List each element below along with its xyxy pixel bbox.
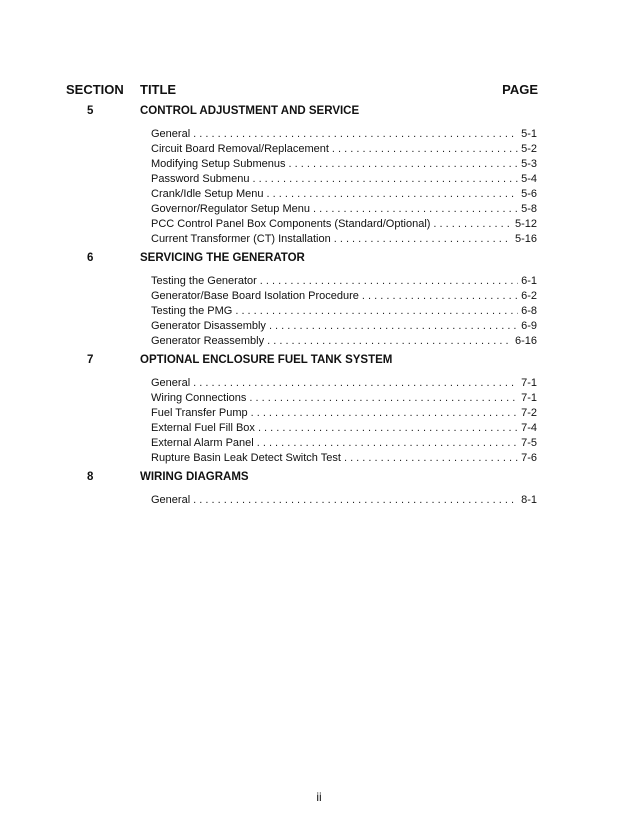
dot-leader [334,233,512,245]
entry-title: External Alarm Panel [151,437,254,449]
entry-page-number: 5-1 [521,128,537,140]
dot-leader [193,377,518,389]
entry-title: Rupture Basin Leak Detect Switch Test [151,452,341,464]
title-column-heading: TITLE [140,82,177,97]
entry-title: Testing the Generator [151,275,257,287]
section-title: SERVICING THE GENERATOR [140,252,305,264]
entry-title: PCC Control Panel Box Components (Standard/Optional) [151,218,431,230]
entry-title: Generator Reassembly [151,335,265,347]
section-title: OPTIONAL ENCLOSURE FUEL TANK SYSTEM [140,354,393,366]
toc-entry[interactable] [151,452,537,467]
entry-page-number: 7-1 [521,392,537,404]
dot-leader [193,128,518,140]
entry-title: Testing the PMG [151,305,233,317]
dot-leader [258,422,518,434]
toc-entry[interactable] [151,203,537,218]
entry-title: General [151,377,191,389]
section-heading [0,354,638,371]
dot-leader [260,275,518,287]
toc-entry[interactable] [151,392,537,407]
toc-section [0,354,638,471]
toc-section [0,471,638,513]
dot-leader [344,452,518,464]
entry-page-number: 8-1 [521,494,537,506]
entry-page-number: 5-12 [514,218,537,230]
section-heading [0,252,638,269]
section-spacer [0,509,638,513]
entry-page-number: 6-1 [521,275,537,287]
dot-leader [362,290,518,302]
entry-title: External Fuel Fill Box [151,422,255,434]
entry-page-number: 5-2 [521,143,537,155]
entry-title: Generator/Base Board Isolation Procedure [151,290,359,302]
dot-leader [252,173,518,185]
toc-entry[interactable] [151,143,537,158]
entry-title: Modifying Setup Submenus [151,158,286,170]
toc-entry[interactable] [151,407,537,422]
entry-page-number: 7-2 [521,407,537,419]
dot-leader [249,392,518,404]
section-column-heading: SECTION [66,82,124,97]
entry-title: General [151,494,191,506]
toc-entry[interactable] [151,128,537,143]
section-number: 6 [87,252,94,264]
page-number-footer: ii [316,790,322,804]
toc-entry[interactable] [151,275,537,290]
section-heading [0,471,638,488]
toc-entry[interactable] [151,290,537,305]
section-number: 7 [87,354,94,366]
dot-leader [267,188,519,200]
dot-leader [433,218,512,230]
entry-page-number: 5-4 [521,173,537,185]
entry-page-number: 6-16 [514,335,537,347]
section-heading [0,105,638,122]
entry-title: Crank/Idle Setup Menu [151,188,264,200]
toc-sections [0,105,638,513]
entry-page-number: 5-6 [521,188,537,200]
toc-entry[interactable] [151,188,537,203]
dot-leader [269,320,518,332]
dot-leader [313,203,518,215]
toc-section [0,252,638,354]
entry-page-number: 5-3 [521,158,537,170]
entry-title: Generator Disassembly [151,320,266,332]
section-number: 5 [87,105,94,117]
toc-entry[interactable] [151,422,537,437]
entry-page-number: 5-8 [521,203,537,215]
entry-title: Circuit Board Removal/Replacement [151,143,329,155]
entry-title: Password Submenu [151,173,250,185]
toc-entry[interactable] [151,218,537,233]
dot-leader [267,335,512,347]
toc-section [0,105,638,252]
toc-entry[interactable] [151,335,537,350]
section-title: WIRING DIAGRAMS [140,471,249,483]
entry-page-number: 7-4 [521,422,537,434]
toc-header [0,82,638,100]
dot-leader [193,494,518,506]
entry-page-number: 6-9 [521,320,537,332]
entry-title: Governor/Regulator Setup Menu [151,203,310,215]
entry-page-number: 6-2 [521,290,537,302]
dot-leader [332,143,518,155]
toc-entry[interactable] [151,305,537,320]
toc-entry[interactable] [151,173,537,188]
toc-entry[interactable] [151,437,537,452]
dot-leader [257,437,518,449]
dot-leader [251,407,519,419]
entry-title: General [151,128,191,140]
dot-leader [235,305,518,317]
entry-title: Wiring Connections [151,392,247,404]
entry-page-number: 7-1 [521,377,537,389]
page-column-heading: PAGE [502,82,538,97]
toc-entry[interactable] [151,233,537,248]
entry-title: Current Transformer (CT) Installation [151,233,331,245]
toc-entry[interactable] [151,377,537,392]
section-number: 8 [87,471,94,483]
toc-entry[interactable] [151,494,537,509]
entry-page-number: 7-6 [521,452,537,464]
entry-page-number: 5-16 [514,233,537,245]
entry-page-number: 6-8 [521,305,537,317]
entry-page-number: 7-5 [521,437,537,449]
dot-leader [289,158,519,170]
toc-entry[interactable] [151,320,537,335]
section-title: CONTROL ADJUSTMENT AND SERVICE [140,105,360,117]
toc-entry[interactable] [151,158,537,173]
entry-title: Fuel Transfer Pump [151,407,248,419]
